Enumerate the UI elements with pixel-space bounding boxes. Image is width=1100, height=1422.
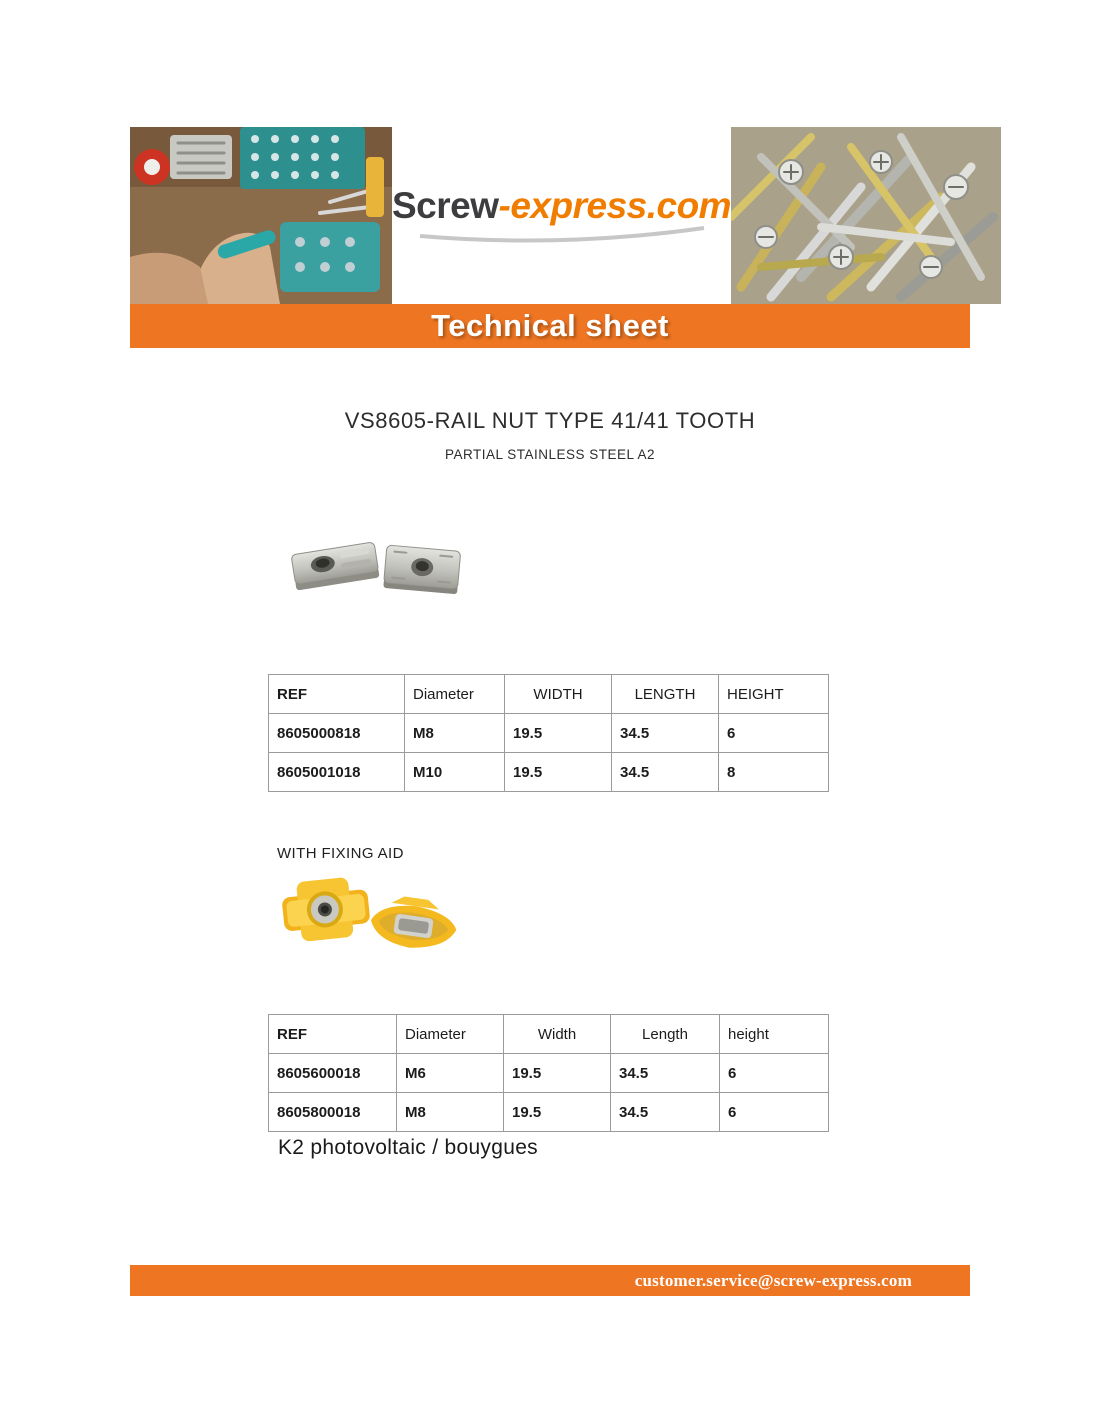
col-header-width: WIDTH — [505, 675, 612, 714]
technical-sheet-band — [130, 304, 970, 348]
brand-secondary: -express.com — [498, 185, 732, 226]
table-row — [269, 1093, 829, 1132]
cell-diameter: M8 — [397, 1093, 504, 1132]
table-row — [269, 714, 829, 753]
cell-width: 19.5 — [504, 1093, 611, 1132]
cell-height: 8 — [719, 753, 829, 792]
col-header-height: HEIGHT — [719, 675, 829, 714]
col-header-height: height — [720, 1015, 829, 1054]
header-banner — [130, 127, 970, 304]
table-header-row — [269, 1015, 829, 1054]
logo-zone — [392, 127, 731, 304]
compatibility-note: K2 photovoltaic / bouygues — [278, 1136, 538, 1159]
cell-length: 34.5 — [612, 714, 719, 753]
customer-service-email[interactable]: customer.service@screw-express.com — [634, 1270, 912, 1290]
cell-diameter: M10 — [405, 753, 505, 792]
cell-height: 6 — [719, 714, 829, 753]
cell-height: 6 — [720, 1054, 829, 1093]
cell-length: 34.5 — [611, 1054, 720, 1093]
logo-swoosh-icon — [412, 226, 712, 244]
brand-logo — [392, 187, 731, 224]
cell-ref: 8605600018 — [269, 1054, 397, 1093]
col-header-length: Length — [611, 1015, 720, 1054]
workbench-photo — [130, 127, 392, 304]
col-header-length: LENGTH — [612, 675, 719, 714]
cell-diameter: M8 — [405, 714, 505, 753]
footer-band — [130, 1265, 970, 1296]
cell-height: 6 — [720, 1093, 829, 1132]
cell-ref: 8605800018 — [269, 1093, 397, 1132]
cell-ref: 8605001018 — [269, 753, 405, 792]
cell-ref: 8605000818 — [269, 714, 405, 753]
col-header-diameter: Diameter — [397, 1015, 504, 1054]
cell-length: 34.5 — [611, 1093, 720, 1132]
fixing-aid-label: WITH FIXING AID — [277, 845, 404, 862]
rail-nut-product-image — [283, 525, 483, 620]
col-header-diameter: Diameter — [405, 675, 505, 714]
fixing-aid-product-image — [270, 870, 480, 970]
spec-table-standard — [268, 674, 829, 792]
col-header-ref: REF — [269, 675, 405, 714]
table-row — [269, 1054, 829, 1093]
cell-length: 34.5 — [612, 753, 719, 792]
cell-width: 19.5 — [505, 753, 612, 792]
technical-sheet-label: Technical sheet — [431, 308, 669, 343]
page-subtitle: PARTIAL STAINLESS STEEL A2 — [444, 447, 656, 462]
cell-width: 19.5 — [505, 714, 612, 753]
table-row — [269, 753, 829, 792]
spec-table-fixing-aid — [268, 1014, 829, 1132]
table-header-row — [269, 675, 829, 714]
brand-primary: Screw — [392, 185, 499, 226]
screws-pile-photo — [731, 127, 1001, 304]
page-title: VS8605-RAIL NUT TYPE 41/41 TOOTH — [344, 408, 756, 433]
cell-width: 19.5 — [504, 1054, 611, 1093]
col-header-width: Width — [504, 1015, 611, 1054]
col-header-ref: REF — [269, 1015, 397, 1054]
cell-diameter: M6 — [397, 1054, 504, 1093]
